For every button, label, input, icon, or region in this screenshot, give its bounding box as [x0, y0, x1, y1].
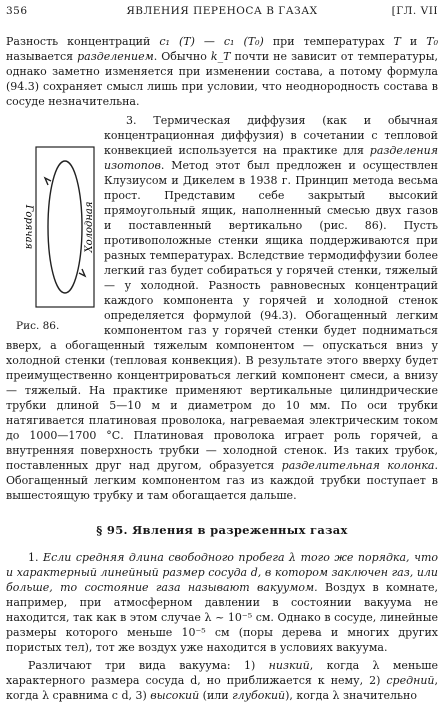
text-run: и: [400, 35, 427, 48]
formula: T: [393, 35, 401, 48]
figure-caption: Рис. 86.: [16, 320, 60, 332]
figure-float-spacer: [6, 145, 104, 335]
text-run: Различают три вида вакуума: 1): [28, 659, 269, 672]
formula: c₁ (T) — c₁ (T₀): [159, 35, 264, 48]
text-run: , когда λ сравнима с d, 3): [6, 674, 438, 702]
page-number: 356: [6, 5, 28, 17]
term: высокий: [150, 689, 200, 702]
page-body: [6, 34, 438, 703]
term: разделения изотопов: [104, 144, 438, 172]
term: глубокий: [232, 689, 286, 702]
text-run: ), когда λ значительно: [285, 689, 417, 702]
thermal-diffusion-block: [6, 113, 438, 503]
text-run: . Обогащенный легким компонентом газ из каждой трубки поступает в вышестоящую трубку и там обогащается дальше.: [6, 459, 438, 502]
item-number: 1.: [28, 551, 44, 564]
definition: Если средняя длина свободного пробега λ того же порядка, что и характерный линейный размер сосуда d, в котором заключен газ, или больше, то состояние газа называют вакуумом.: [6, 551, 438, 594]
paragraph-vacuum-definition: [6, 550, 438, 655]
term: средний: [386, 674, 435, 687]
term: разделением: [77, 50, 154, 63]
running-title: ЯВЛЕНИЯ ПЕРЕНОСА В ГАЗАХ: [126, 5, 318, 17]
hot-wall-label: Горячая: [23, 204, 34, 250]
term: разделительная колонка: [281, 459, 435, 472]
paragraph-isotope-separation: [6, 113, 438, 503]
text-run: , когда λ меньше характерного размера сосуда d, но приближается к нему, 2): [6, 659, 438, 687]
text-run: почти не зависит от температуры, однако заметно изменяется при изменении состава, а потому формула (94.3) сохраняет смысл лишь при условии, что неоднородность состава в сосуде незначительна.: [6, 50, 438, 108]
formula: T₀: [426, 35, 439, 48]
term: низкий: [268, 659, 310, 672]
text-run: называется: [6, 50, 78, 63]
text-run: . Обычно: [153, 50, 211, 63]
text-run: Воздух в комнате, например, при атмосферном давлении в состоянии вакуума не находится, так как в этом случае λ ~ 10⁻⁵ см. Однако в сосуде, линейные размеры которого меньше 10⁻⁵ см (поры дерева и многих других пористых тел), тот же воздух уже находится в условиях вакуума.: [6, 581, 438, 654]
formula: k_T: [210, 50, 231, 63]
chapter-label: [ГЛ. VII: [391, 5, 438, 17]
text-run: при температурах: [263, 35, 394, 48]
cold-wall-label: Холодная: [84, 201, 95, 253]
text-run: . Метод этот был предложен и осуществлен Клузиусом и Дикелем в 1938 г. Принцип метода весьма прост. Представим себе закрытый высокий прямоугольный ящик, наполненный смесью двух газов и поставленный вертикально (рис. 86). Пусть противоположные стенки ящика поддерживаются при разных температурах. Вследствие термодиффузии более легкий газ будет собираться у горячей стенки, тяжелый — у холодной. Разность равновесных концентраций каждого компонента у горячей и холодной стенок определяется формулой (94.3). Обогащенный легким компонентом газ у горячей стенки будет подниматься вверх, а обогащенный тяжелым компонентом — опускаться вниз у холодной стенки (тепловая конвекция). В результате этого вверху будет преимущественно концентрироваться легкий компонент смеси, а внизу — тяжелый. На практике применяют вертикальные цилиндрические трубки длиной 5—10 м и диаметром до 10 мм. По оси трубки натягивается платиновая проволока, нагреваемая электрическим током до 1000—1700 °С. Платиновая проволока играет роль горячей, а внутренняя поверхность трубки — холодной стенок. Из таких трубок, поставленных друг над другом, образуется: [6, 159, 438, 472]
text-run: (или: [199, 689, 233, 702]
text-run: 3. Термическая диффузия (как и обычная концентрационная диффузия) в сочетании с тепловой конвекцией используется на практике для: [104, 114, 438, 157]
section-heading: § 95. Явления в разреженных газах: [96, 523, 348, 537]
text-run: Разность концентраций: [6, 35, 160, 48]
paragraph-separation: [6, 34, 438, 109]
running-head: [6, 4, 438, 18]
paragraph-vacuum-kinds: [6, 658, 438, 703]
